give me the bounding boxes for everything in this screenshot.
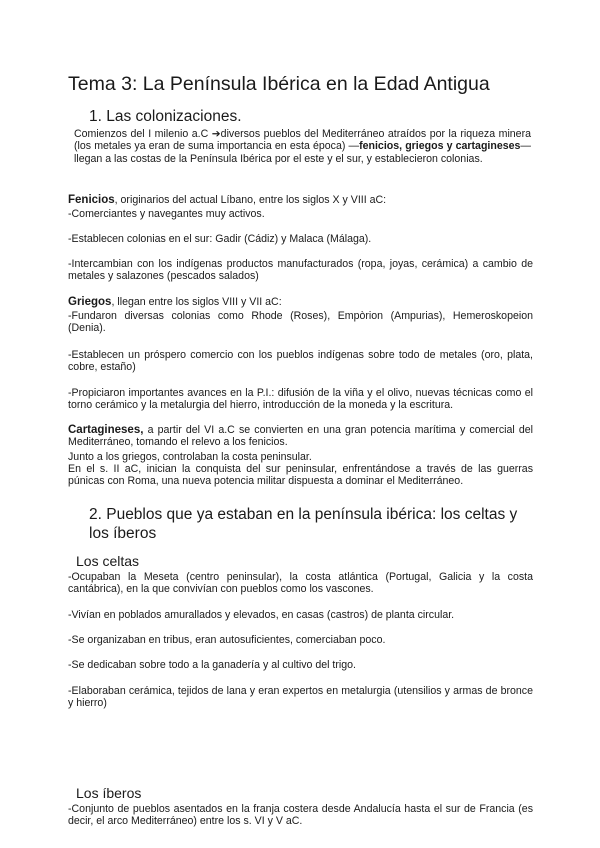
celtas-point-3: -Se organizaban en tribus, eran autosuficientes, comerciaban poco. bbox=[68, 634, 386, 646]
celtas-point-1: -Ocupaban la Meseta (centro peninsular), la costa atlántica (Portugal, Galicia y la costa cantábrica), en la que convivían con pueblos como los vascones. bbox=[68, 571, 533, 596]
cartagineses-name: Cartagineses, bbox=[68, 424, 144, 436]
cartagineses-point-1: Junto a los griegos, controlaban la costa peninsular. bbox=[68, 451, 312, 463]
fenicios-point-3: -Intercambian con los indígenas productos manufacturados (ropa, joyas, cerámica) a cambio de metales y salazones (pescados salados) bbox=[68, 258, 533, 283]
fenicios-point-1: -Comerciantes y navegantes muy activos. bbox=[68, 208, 265, 220]
intro-text-c: — llegan a las costas de la Península Ibérica por el este y el sur, y establecieron colonias. bbox=[74, 140, 531, 165]
celtas-point-5: -Elaboraban cerámica, tejidos de lana y eran expertos en metalurgia (utensilios y armas de bronce y hierro) bbox=[68, 685, 533, 710]
intro-text-b: diversos pueblos del Mediterráneo atraídos por la riqueza minera (los metales ya eran de suma importancia en esta época) — bbox=[74, 128, 531, 153]
fenicios-point-2: -Establecen colonias en el sur: Gadir (Cádiz) y Malaca (Málaga). bbox=[68, 233, 372, 245]
cartagineses-heading bbox=[68, 424, 533, 449]
intro-paragraph bbox=[74, 128, 531, 165]
fenicios-heading bbox=[68, 194, 533, 206]
griegos-heading bbox=[68, 296, 533, 308]
griegos-point-3: -Propiciaron importantes avances en la P.I.: difusión de la viña y el olivo, nuevas técnicas como el torno cerámico y la metalurgia del hierro, introducción de la moneda y la escritura. bbox=[68, 387, 533, 412]
fenicios-head-text: , originarios del actual Líbano, entre los siglos X y VIII aC: bbox=[114, 194, 387, 206]
griegos-head-text: , llegan entre los siglos VIII y VII aC: bbox=[111, 296, 282, 308]
intro-peoples: fenicios, griegos y cartagineses bbox=[359, 140, 521, 153]
section-heading-pueblos: 2. Pueblos que ya estaban en la península ibérica: los celtas y los íberos bbox=[89, 506, 518, 542]
iberos-heading: Los íberos bbox=[76, 785, 142, 801]
griegos-point-2: -Establecen un próspero comercio con los pueblos indígenas sobre todo de metales (oro, plata, cobre, estaño) bbox=[68, 349, 533, 374]
page-title: Tema 3: La Península Ibérica en la Edad Antigua bbox=[68, 73, 490, 95]
griegos-name: Griegos bbox=[68, 296, 112, 308]
cartagineses-head-text: a partir del VI a.C se convierten en una gran potencia marítima y comercial del Mediterráneo, tomando el relevo a los fenicios. bbox=[68, 424, 533, 449]
section-heading-colonizaciones: 1. Las colonizaciones. bbox=[89, 108, 242, 125]
griegos-point-1: -Fundaron diversas colonias como Rhode (Roses), Empòrion (Ampurias), Hemeroskopeion (Denia). bbox=[68, 310, 533, 335]
fenicios-name: Fenicios bbox=[68, 194, 115, 206]
intro-text-a: Comienzos del I milenio a.C bbox=[74, 128, 212, 140]
celtas-point-2: -Vivían en poblados amurallados y elevados, en casas (castros) de planta circular. bbox=[68, 609, 455, 621]
iberos-point-1: -Conjunto de pueblos asentados en la franja costera desde Andalucía hasta el sur de Francia (es decir, el arco Mediterráneo) entre los s. VI y V aC. bbox=[68, 803, 533, 828]
cartagineses-point-2: En el s. II aC, inician la conquista del sur peninsular, enfrentándose a través de las guerras púnicas con Roma, una nueva potencia militar dispuesta a dominar el Mediterráneo. bbox=[68, 463, 533, 488]
celtas-point-4: -Se dedicaban sobre todo a la ganadería y al cultivo del trigo. bbox=[68, 659, 356, 671]
arrow-icon: ➔ bbox=[211, 128, 221, 140]
celtas-heading: Los celtas bbox=[76, 553, 140, 569]
